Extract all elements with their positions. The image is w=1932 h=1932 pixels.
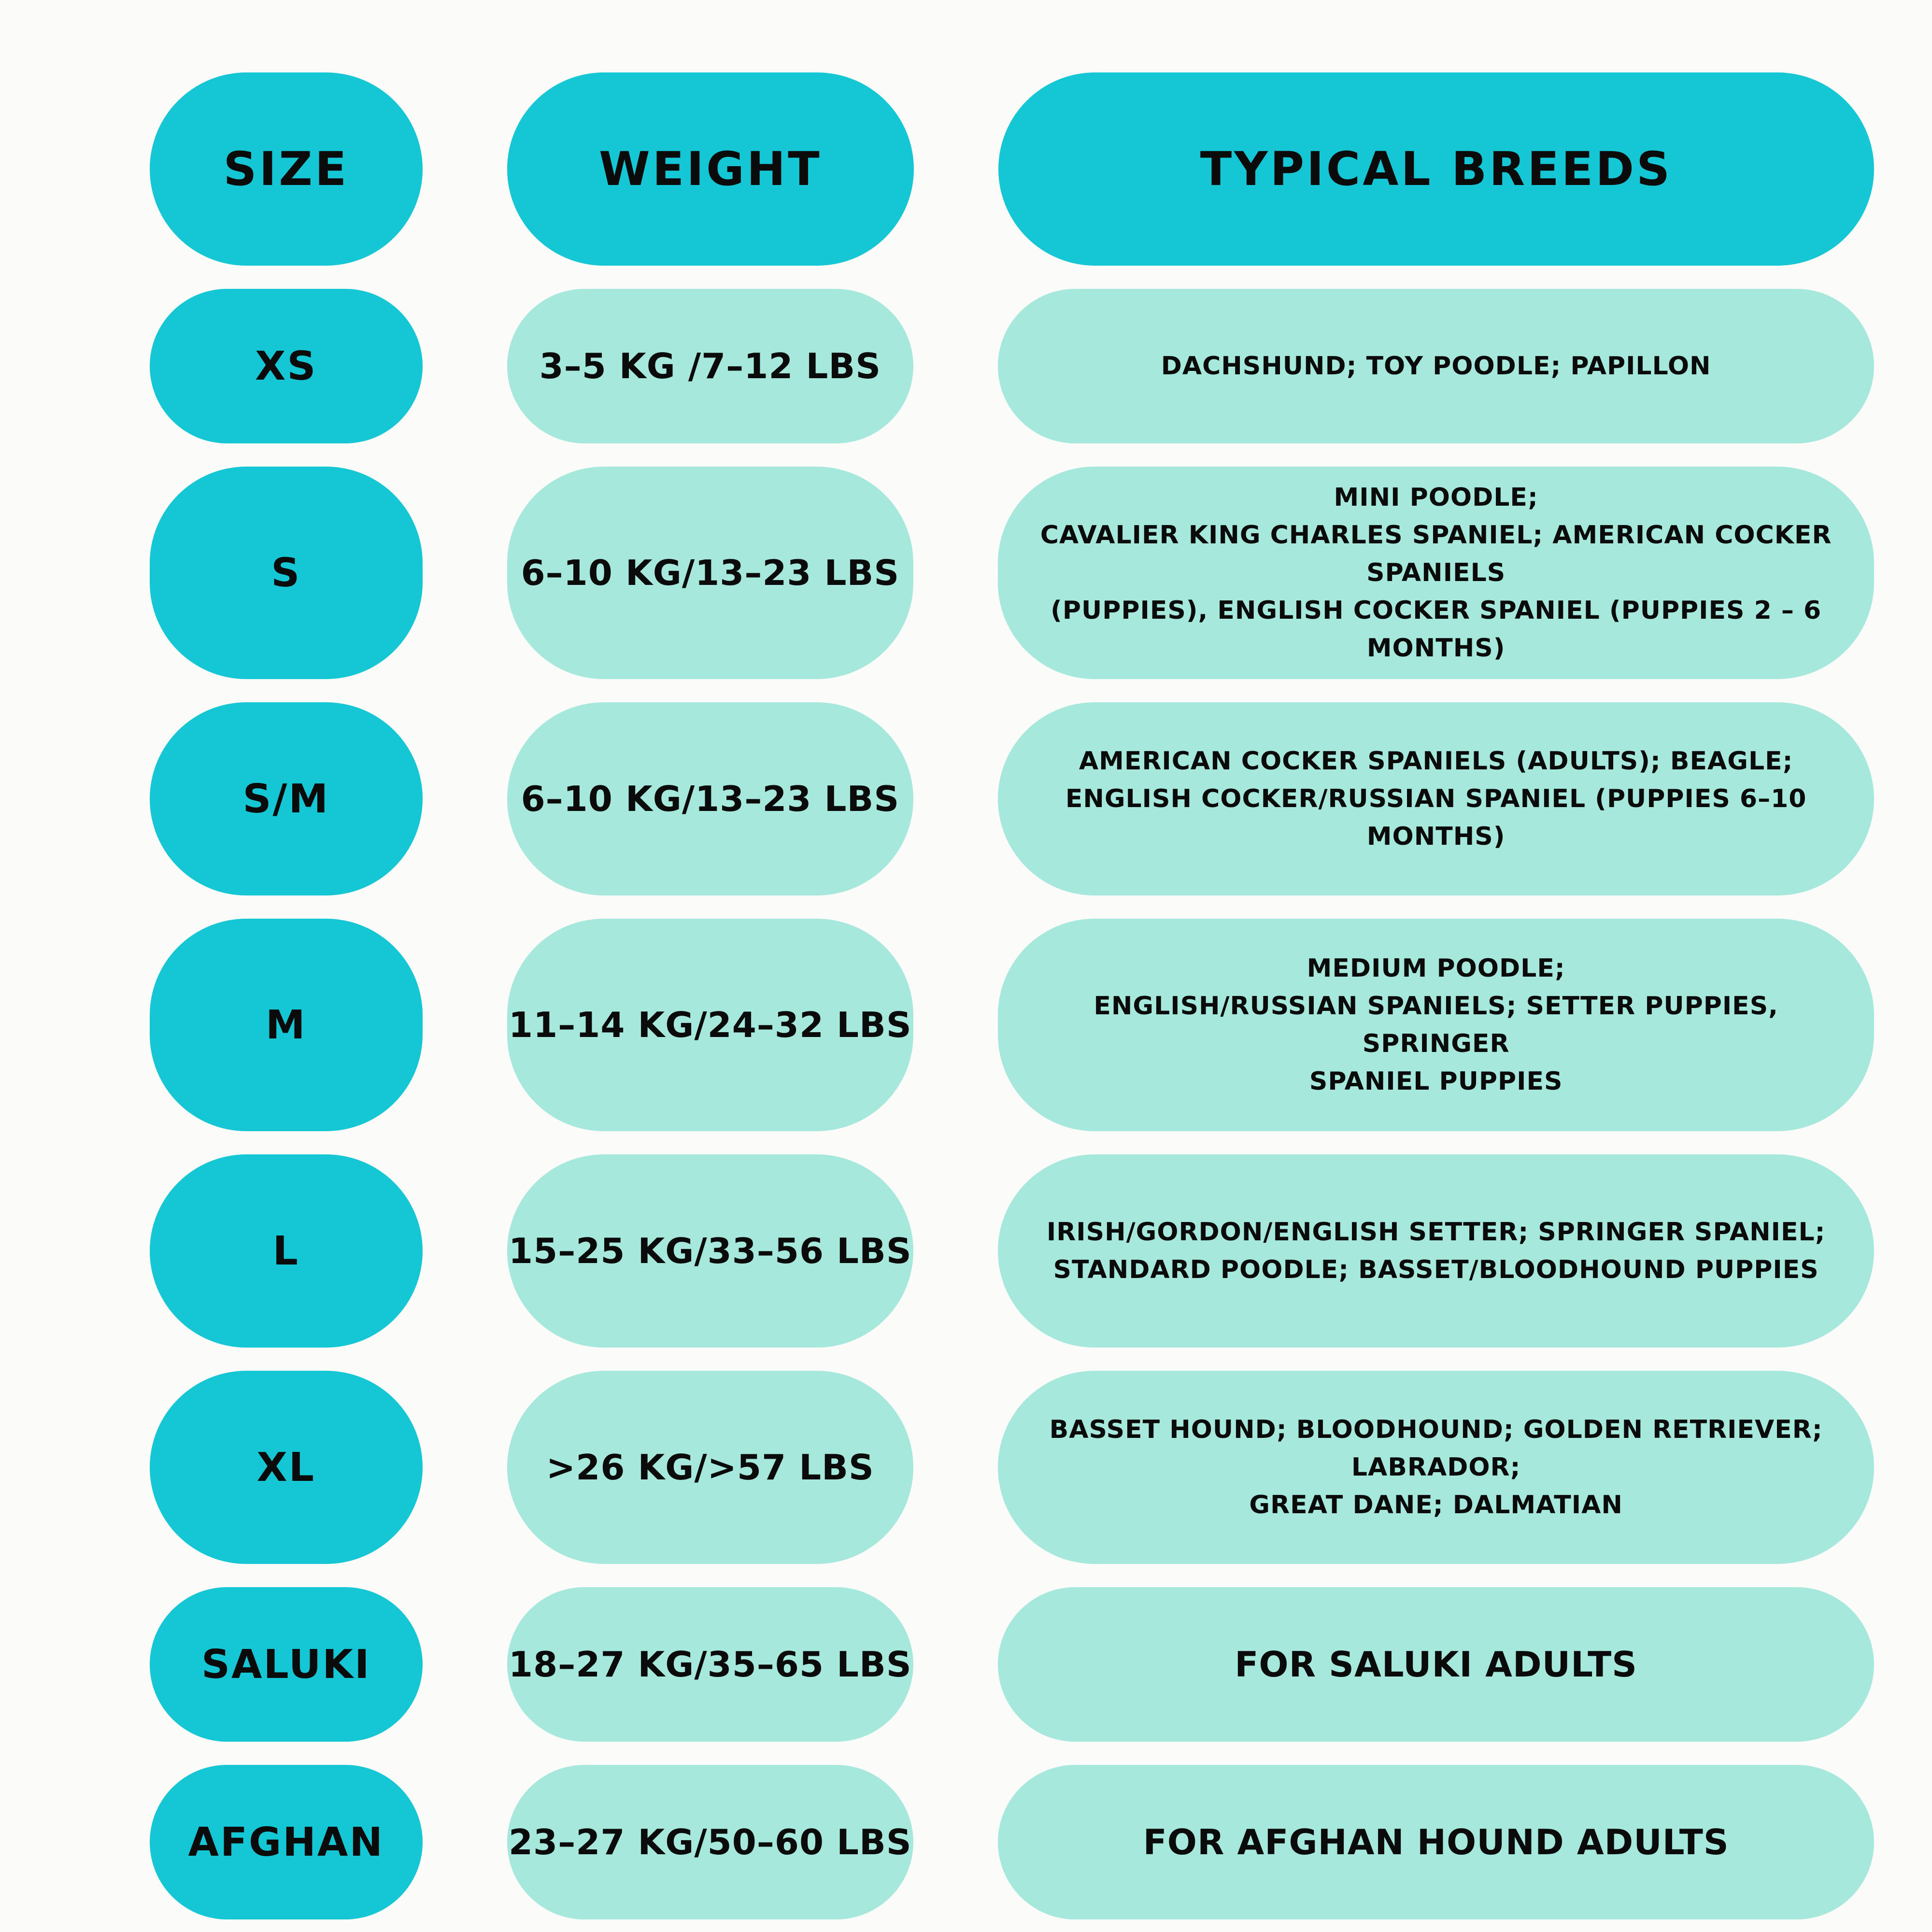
table-row: [150, 919, 1874, 1131]
size-chart-table: [150, 72, 1874, 1919]
breeds-value: [998, 1587, 1874, 1742]
weight-value: >26 KG/>57 LBS: [507, 1371, 914, 1564]
table-row: [150, 1587, 1874, 1742]
table-row: [150, 702, 1874, 895]
size-label: AFGHAN: [150, 1765, 423, 1919]
breeds-line: CAVALIER KING CHARLES SPANIEL; AMERICAN COCKER SPANIELS: [1040, 521, 1832, 587]
breeds-value: [998, 1765, 1874, 1919]
breeds-line: GREAT DANE; DALMATIAN: [1249, 1491, 1623, 1520]
size-label: XL: [150, 1371, 423, 1564]
column-header-weight: WEIGHT: [507, 72, 914, 266]
size-label: SALUKI: [150, 1587, 423, 1742]
breeds-line: AMERICAN COCKER SPANIELS (ADULTS); BEAGLE;: [1079, 747, 1793, 776]
table-row: [150, 1765, 1874, 1919]
table-row: [150, 289, 1874, 443]
breeds-value: [998, 702, 1874, 895]
table-row: [150, 1154, 1874, 1348]
breeds-line: FOR SALUKI ADULTS: [1235, 1644, 1638, 1685]
breeds-line: MEDIUM POODLE;: [1307, 954, 1565, 983]
breeds-line: ENGLISH/RUSSIAN SPANIELS; SETTER PUPPIES, SPRINGER: [1094, 992, 1778, 1058]
breeds-line: SPANIEL PUPPIES: [1309, 1067, 1563, 1096]
weight-value: 18–27 KG/35–65 LBS: [507, 1587, 914, 1742]
breeds-value: [998, 1371, 1874, 1564]
breeds-line: IRISH/GORDON/ENGLISH SETTER; SPRINGER SPANIEL;: [1046, 1218, 1826, 1247]
weight-value: 6–10 KG/13–23 LBS: [507, 702, 914, 895]
column-header-breeds: TYPICAL BREEDS: [998, 72, 1874, 266]
size-label: L: [150, 1154, 423, 1348]
breeds-line: FOR AFGHAN HOUND ADULTS: [1143, 1822, 1729, 1862]
table-header-row: [150, 72, 1874, 266]
weight-value: 11–14 KG/24–32 LBS: [507, 919, 914, 1131]
table-row: [150, 467, 1874, 679]
breeds-line: MINI POODLE;: [1334, 483, 1538, 512]
column-header-size: SIZE: [150, 72, 423, 266]
breeds-value: [998, 467, 1874, 679]
weight-value: 3–5 KG /7–12 LBS: [507, 289, 914, 443]
breeds-line: DACHSHUND; TOY POODLE; PAPILLON: [1161, 352, 1711, 381]
size-label: M: [150, 919, 423, 1131]
weight-value: 6–10 KG/13–23 LBS: [507, 467, 914, 679]
breeds-line: ENGLISH COCKER/RUSSIAN SPANIEL (PUPPIES 6–10 MONTHS): [1065, 784, 1807, 851]
breeds-value: [998, 1154, 1874, 1348]
breeds-line: STANDARD POODLE; BASSET/BLOODHOUND PUPPIES: [1053, 1255, 1819, 1284]
breeds-line: BASSET HOUND; BLOODHOUND; GOLDEN RETRIEVER; LABRADOR;: [1049, 1415, 1823, 1482]
size-label: XS: [150, 289, 423, 443]
weight-value: 15–25 KG/33–56 LBS: [507, 1154, 914, 1348]
size-label: S/M: [150, 702, 423, 895]
weight-value: 23–27 KG/50–60 LBS: [507, 1765, 914, 1919]
size-label: S: [150, 467, 423, 679]
breeds-line: (PUPPIES), ENGLISH COCKER SPANIEL (PUPPIES 2 – 6 MONTHS): [1051, 596, 1822, 663]
breeds-value: [998, 919, 1874, 1131]
table-row: [150, 1371, 1874, 1564]
breeds-value: [998, 289, 1874, 443]
